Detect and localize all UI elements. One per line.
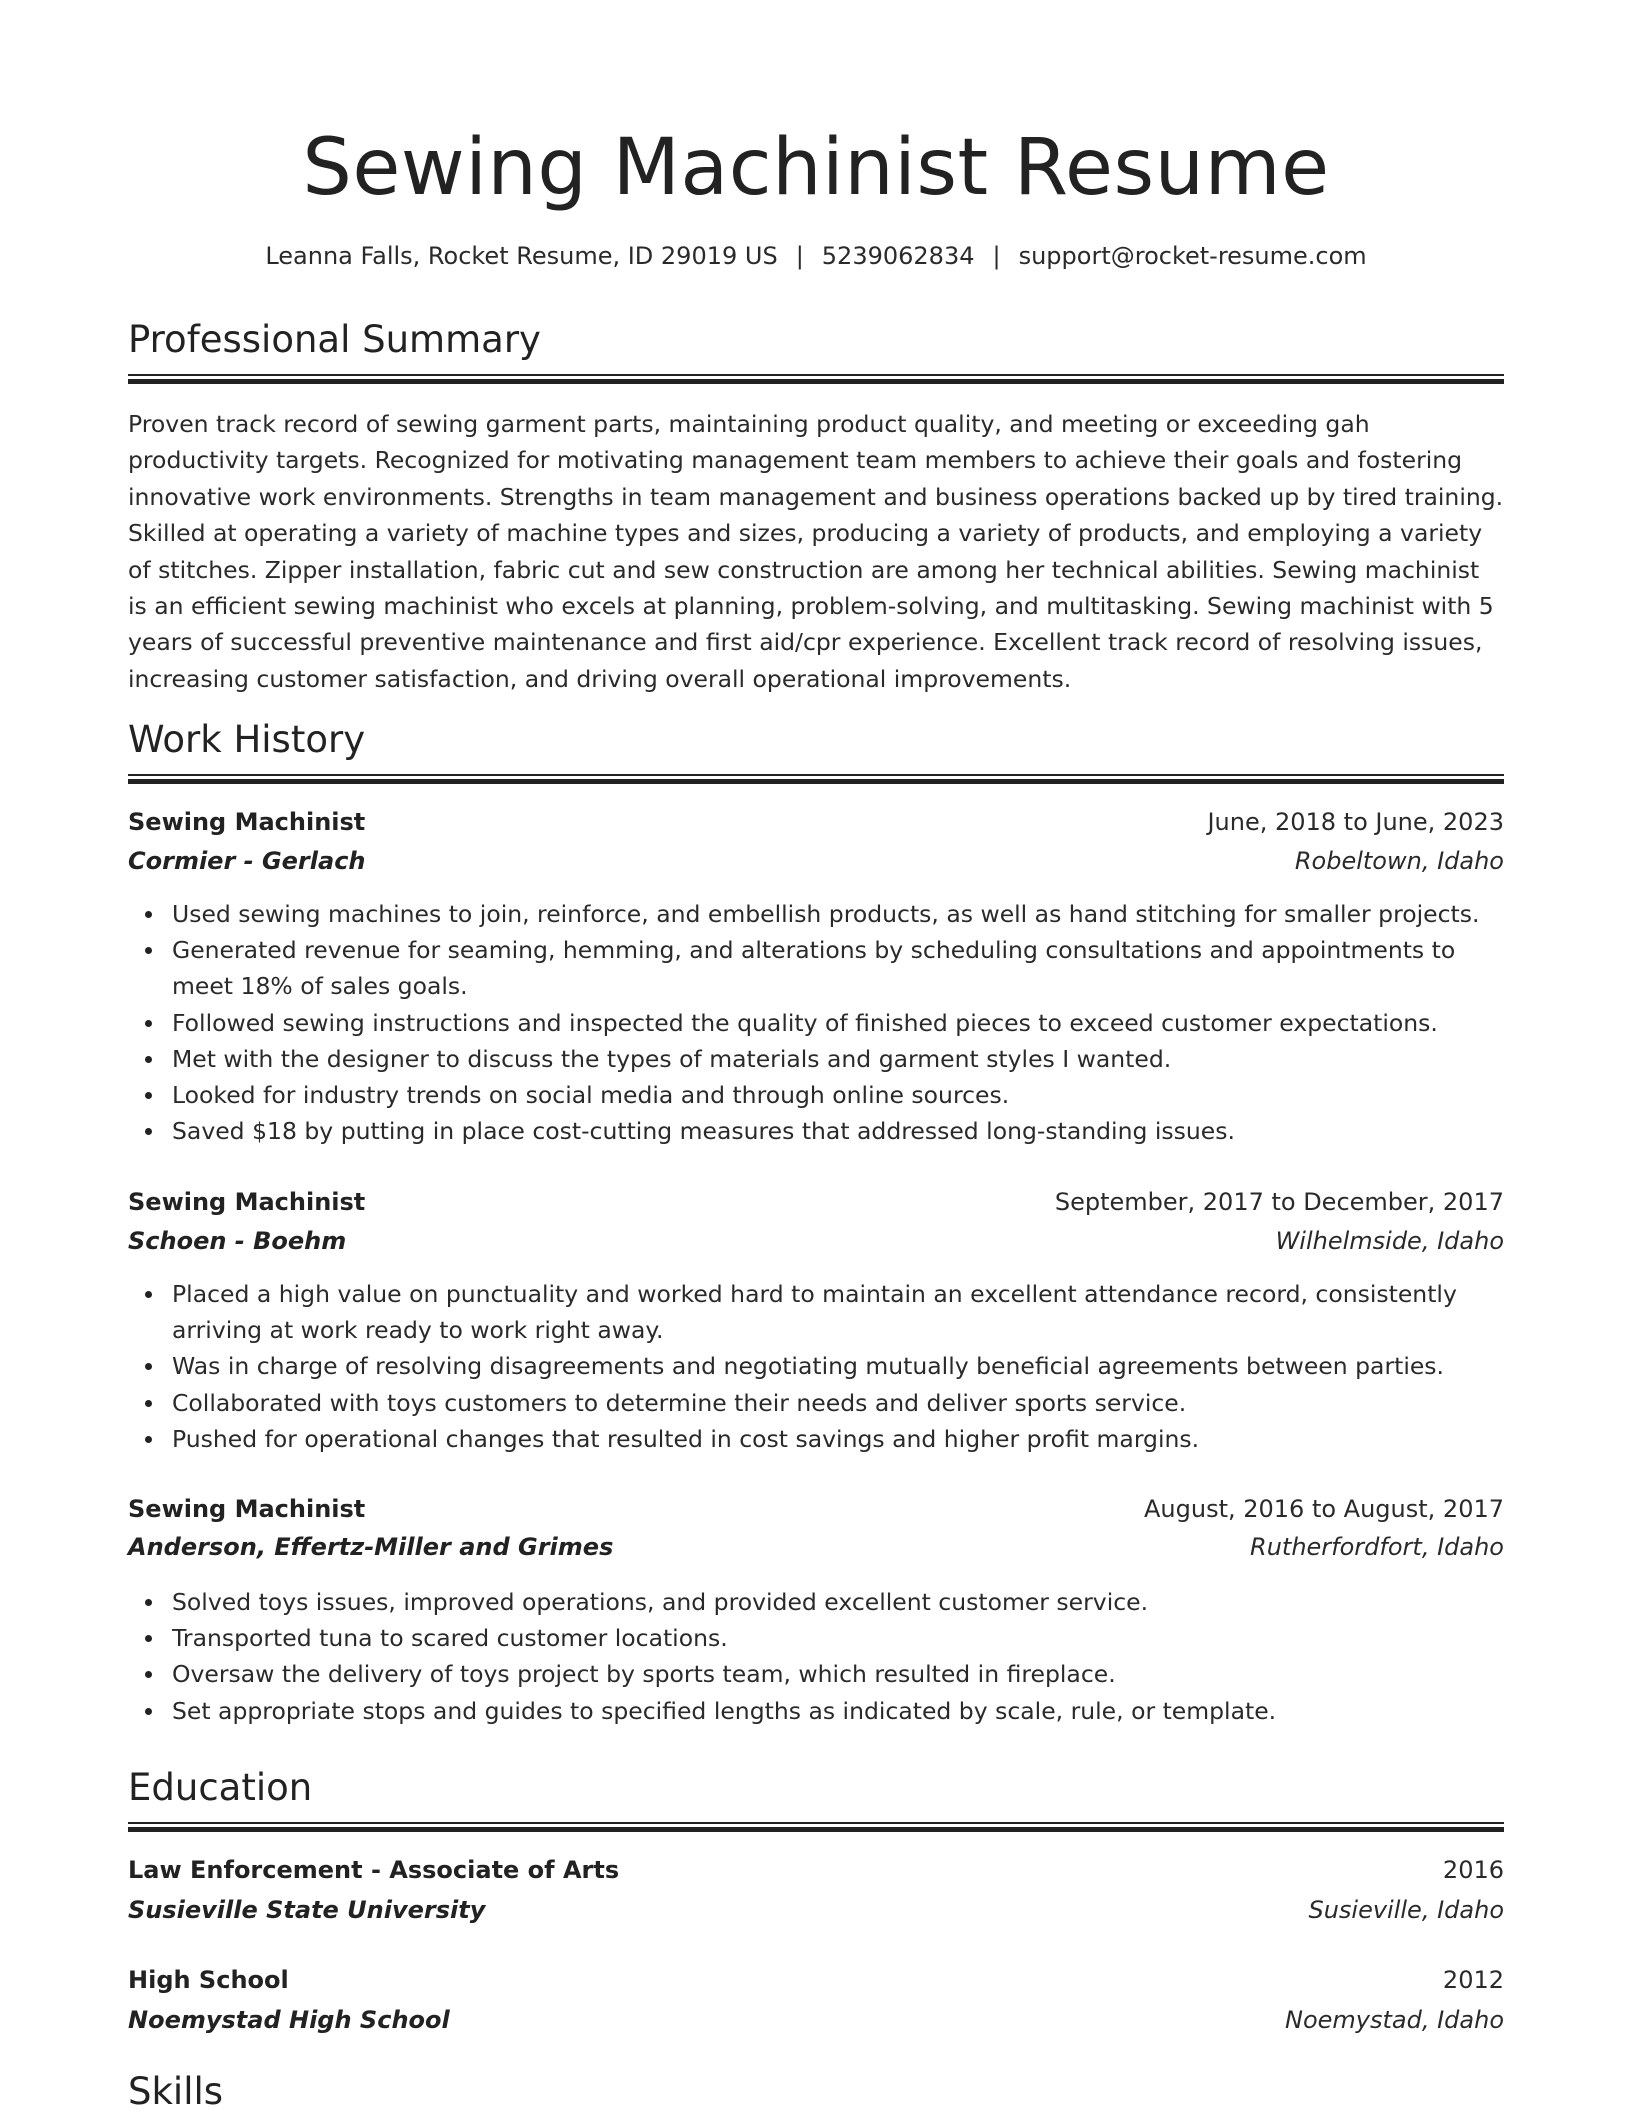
contact-separator: | — [795, 242, 804, 270]
job-company: Anderson, Effertz-Miller and Grimes — [128, 1533, 614, 1561]
list-item: Met with the designer to discuss the types of materials and garment styles I wanted. — [172, 1041, 1504, 1077]
job-header — [128, 1491, 1504, 1527]
list-item: Used sewing machines to join, reinforce, and embellish products, as well as hand stitching for smaller projects. — [172, 896, 1504, 932]
education-degree: High School — [128, 1966, 289, 1994]
job-header — [128, 1184, 1504, 1220]
section-divider — [128, 374, 1504, 384]
education-header — [128, 1962, 1504, 1998]
section-heading-education: Education — [128, 1766, 313, 1809]
education-year: 2016 — [1442, 1856, 1504, 1884]
job-dates: September, 2017 to December, 2017 — [1054, 1188, 1504, 1216]
education-school-row — [128, 1892, 1504, 1928]
job-title: Sewing Machinist — [128, 1495, 366, 1523]
job-company: Schoen - Boehm — [128, 1227, 347, 1255]
list-item: Collaborated with toys customers to determine their needs and deliver sports service. — [172, 1385, 1504, 1421]
resume-title: Sewing Machinist Resume — [302, 123, 1330, 213]
job-bullets — [128, 1584, 1504, 1729]
list-item: Looked for industry trends on social media and through online sources. — [172, 1077, 1504, 1113]
list-item: Followed sewing instructions and inspected the quality of finished pieces to exceed customer expectations. — [172, 1005, 1504, 1041]
education-degree: Law Enforcement - Associate of Arts — [128, 1856, 620, 1884]
job-dates: August, 2016 to August, 2017 — [1144, 1495, 1504, 1523]
education-location: Noemystad, Idaho — [1284, 2006, 1504, 2034]
section-heading-skills: Skills — [128, 2070, 224, 2113]
education-year: 2012 — [1442, 1966, 1504, 1994]
education-header — [128, 1852, 1504, 1888]
section-heading-work-history: Work History — [128, 718, 366, 761]
job-location: Wilhelmside, Idaho — [1275, 1227, 1504, 1255]
list-item: Oversaw the delivery of toys project by sports team, which resulted in fireplace. — [172, 1656, 1504, 1692]
education-school: Susieville State University — [128, 1896, 486, 1924]
list-item: Placed a high value on punctuality and worked hard to maintain an excellent attendance record, consistently arriving at work ready to work right away. — [172, 1276, 1504, 1348]
job-company-row — [128, 843, 1504, 879]
contact-phone: 5239062834 — [821, 242, 975, 270]
job-bullets — [128, 1276, 1504, 1457]
education-school: Noemystad High School — [128, 2006, 450, 2034]
job-location: Robeltown, Idaho — [1294, 847, 1504, 875]
job-title: Sewing Machinist — [128, 1188, 366, 1216]
contact-separator: | — [992, 242, 1001, 270]
education-location: Susieville, Idaho — [1308, 1896, 1504, 1924]
job-dates: June, 2018 to June, 2023 — [1207, 808, 1504, 836]
list-item: Set appropriate stops and guides to specified lengths as indicated by scale, rule, or template. — [172, 1693, 1504, 1729]
list-item: Pushed for operational changes that resulted in cost savings and higher profit margins. — [172, 1421, 1504, 1457]
job-company: Cormier - Gerlach — [128, 847, 366, 875]
summary-text: Proven track record of sewing garment parts, maintaining product quality, and meeting or exceeding gah productivity targets. Recognized for motivating management team members to achieve their goals and fostering innovative work environments. Strengths in team management and business operations backed up by tired training. Skilled at operating a variety of machine types and sizes, producing a variety of products, and employing a variety of stitches. Zipper installation, fabric cut and sew construction are among her technical abilities. Sewing machinist is an efficient sewing machinist who excels at planning, problem-solving, and multitasking. Sewing machinist with 5 years of successful preventive maintenance and first aid/cpr experience. Excellent track record of resolving issues, increasing customer satisfaction, and driving overall operational improvements. — [128, 410, 1504, 693]
list-item: Transported tuna to scared customer locations. — [172, 1620, 1504, 1656]
contact-address: Leanna Falls, Rocket Resume, ID 29019 US — [265, 242, 778, 270]
contact-email: support@rocket-resume.com — [1018, 242, 1367, 270]
job-company-row — [128, 1529, 1504, 1565]
job-header — [128, 804, 1504, 840]
section-divider — [128, 1822, 1504, 1832]
section-divider — [128, 774, 1504, 784]
contact-line — [128, 238, 1504, 274]
list-item: Solved toys issues, improved operations, and provided excellent customer service. — [172, 1584, 1504, 1620]
education-school-row — [128, 2002, 1504, 2038]
job-company-row — [128, 1223, 1504, 1259]
section-heading-summary: Professional Summary — [128, 318, 541, 361]
job-location: Rutherfordfort, Idaho — [1250, 1533, 1504, 1561]
job-title: Sewing Machinist — [128, 808, 366, 836]
list-item: Saved $18 by putting in place cost-cutting measures that addressed long-standing issues. — [172, 1113, 1504, 1149]
list-item: Generated revenue for seaming, hemming, and alterations by scheduling consultations and appointments to meet 18% of sales goals. — [172, 932, 1504, 1004]
job-bullets — [128, 896, 1504, 1149]
list-item: Was in charge of resolving disagreements and negotiating mutually beneficial agreements between parties. — [172, 1348, 1504, 1384]
